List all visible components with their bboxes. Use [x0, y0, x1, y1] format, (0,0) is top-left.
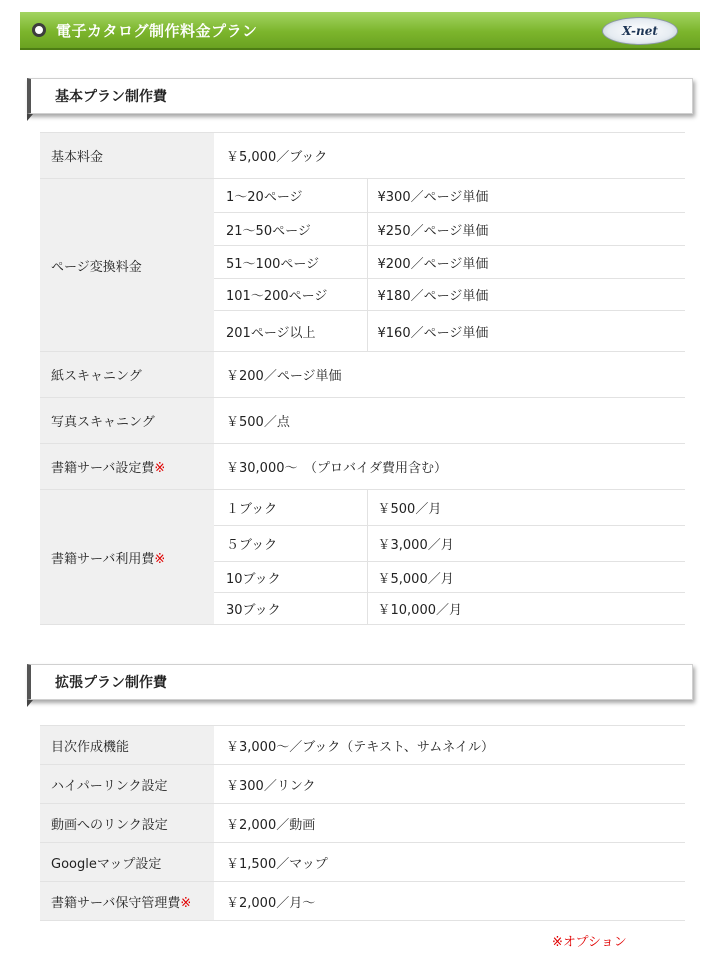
sub-cell: 1～20ページ: [214, 179, 367, 213]
table-row: [40, 882, 685, 921]
row-label: 書籍サーバ設定費※: [40, 444, 214, 490]
extended-price-table: [40, 725, 685, 921]
sub-cell: ￥5,000／月: [367, 562, 685, 593]
row-value: ￥200／ページ単価: [214, 352, 685, 398]
row-label: ページ変換料金: [40, 179, 214, 352]
row-label: ハイパーリンク設定: [40, 765, 214, 804]
section-header-extended: [27, 664, 693, 700]
table-row: [40, 490, 685, 526]
row-label: 書籍サーバ利用費※: [40, 490, 214, 625]
table-row: [40, 765, 685, 804]
page-title: 電子カタログ制作料金プラン: [56, 21, 258, 40]
logo: X-net: [602, 17, 678, 45]
sub-cell: ¥200／ページ単価: [367, 246, 685, 279]
section-title: 基本プラン制作費: [55, 89, 167, 105]
row-value: ￥1,500／マップ: [214, 843, 685, 882]
table-row: [40, 804, 685, 843]
table-row: [40, 179, 685, 213]
sub-cell: 30ブック: [214, 593, 367, 625]
row-value: ￥2,000／動画: [214, 804, 685, 843]
sub-cell: ¥250／ページ単価: [367, 213, 685, 246]
sub-cell: ¥160／ページ単価: [367, 311, 685, 352]
table-row: [40, 726, 685, 765]
row-value: ￥5,000／ブック: [214, 133, 685, 179]
row-label: 目次作成機能: [40, 726, 214, 765]
section-header-basic: [27, 78, 693, 114]
sub-cell: 51～100ページ: [214, 246, 367, 279]
table-row: [40, 444, 685, 490]
row-value: ￥2,000／月～: [214, 882, 685, 921]
row-label: 写真スキャニング: [40, 398, 214, 444]
sub-cell: ¥300／ページ単価: [367, 179, 685, 213]
sub-cell: ５ブック: [214, 526, 367, 562]
sub-cell: ￥10,000／月: [367, 593, 685, 625]
option-mark: ※: [154, 551, 166, 567]
table-row: [40, 352, 685, 398]
row-value: ￥30,000～ （プロバイダ費用含む）: [214, 444, 685, 490]
sub-cell: ￥500／月: [367, 490, 685, 526]
basic-price-table: [40, 132, 685, 625]
sub-cell: 10ブック: [214, 562, 367, 593]
row-label: 紙スキャニング: [40, 352, 214, 398]
sub-cell: 101～200ページ: [214, 279, 367, 311]
section-title: 拡張プラン制作費: [55, 675, 167, 691]
row-label: 基本料金: [40, 133, 214, 179]
sub-cell: 21～50ページ: [214, 213, 367, 246]
table-row: [40, 398, 685, 444]
row-label: 動画へのリンク設定: [40, 804, 214, 843]
row-label: Googleマップ設定: [40, 843, 214, 882]
row-label: 書籍サーバ保守管理費※: [40, 882, 214, 921]
option-mark: ※: [180, 895, 192, 911]
option-footnote: ※オプション: [552, 935, 627, 950]
sub-cell: ¥180／ページ単価: [367, 279, 685, 311]
title-bar: [20, 12, 700, 50]
row-value: ￥3,000～／ブック（テキスト、サムネイル）: [214, 726, 685, 765]
table-row: [40, 133, 685, 179]
row-value: ￥300／リンク: [214, 765, 685, 804]
option-mark: ※: [154, 461, 166, 476]
row-value: ￥500／点: [214, 398, 685, 444]
sub-cell: １ブック: [214, 490, 367, 526]
table-row: [40, 843, 685, 882]
sub-cell: 201ページ以上: [214, 311, 367, 352]
circle-bullet-icon: [32, 23, 46, 37]
sub-cell: ￥3,000／月: [367, 526, 685, 562]
